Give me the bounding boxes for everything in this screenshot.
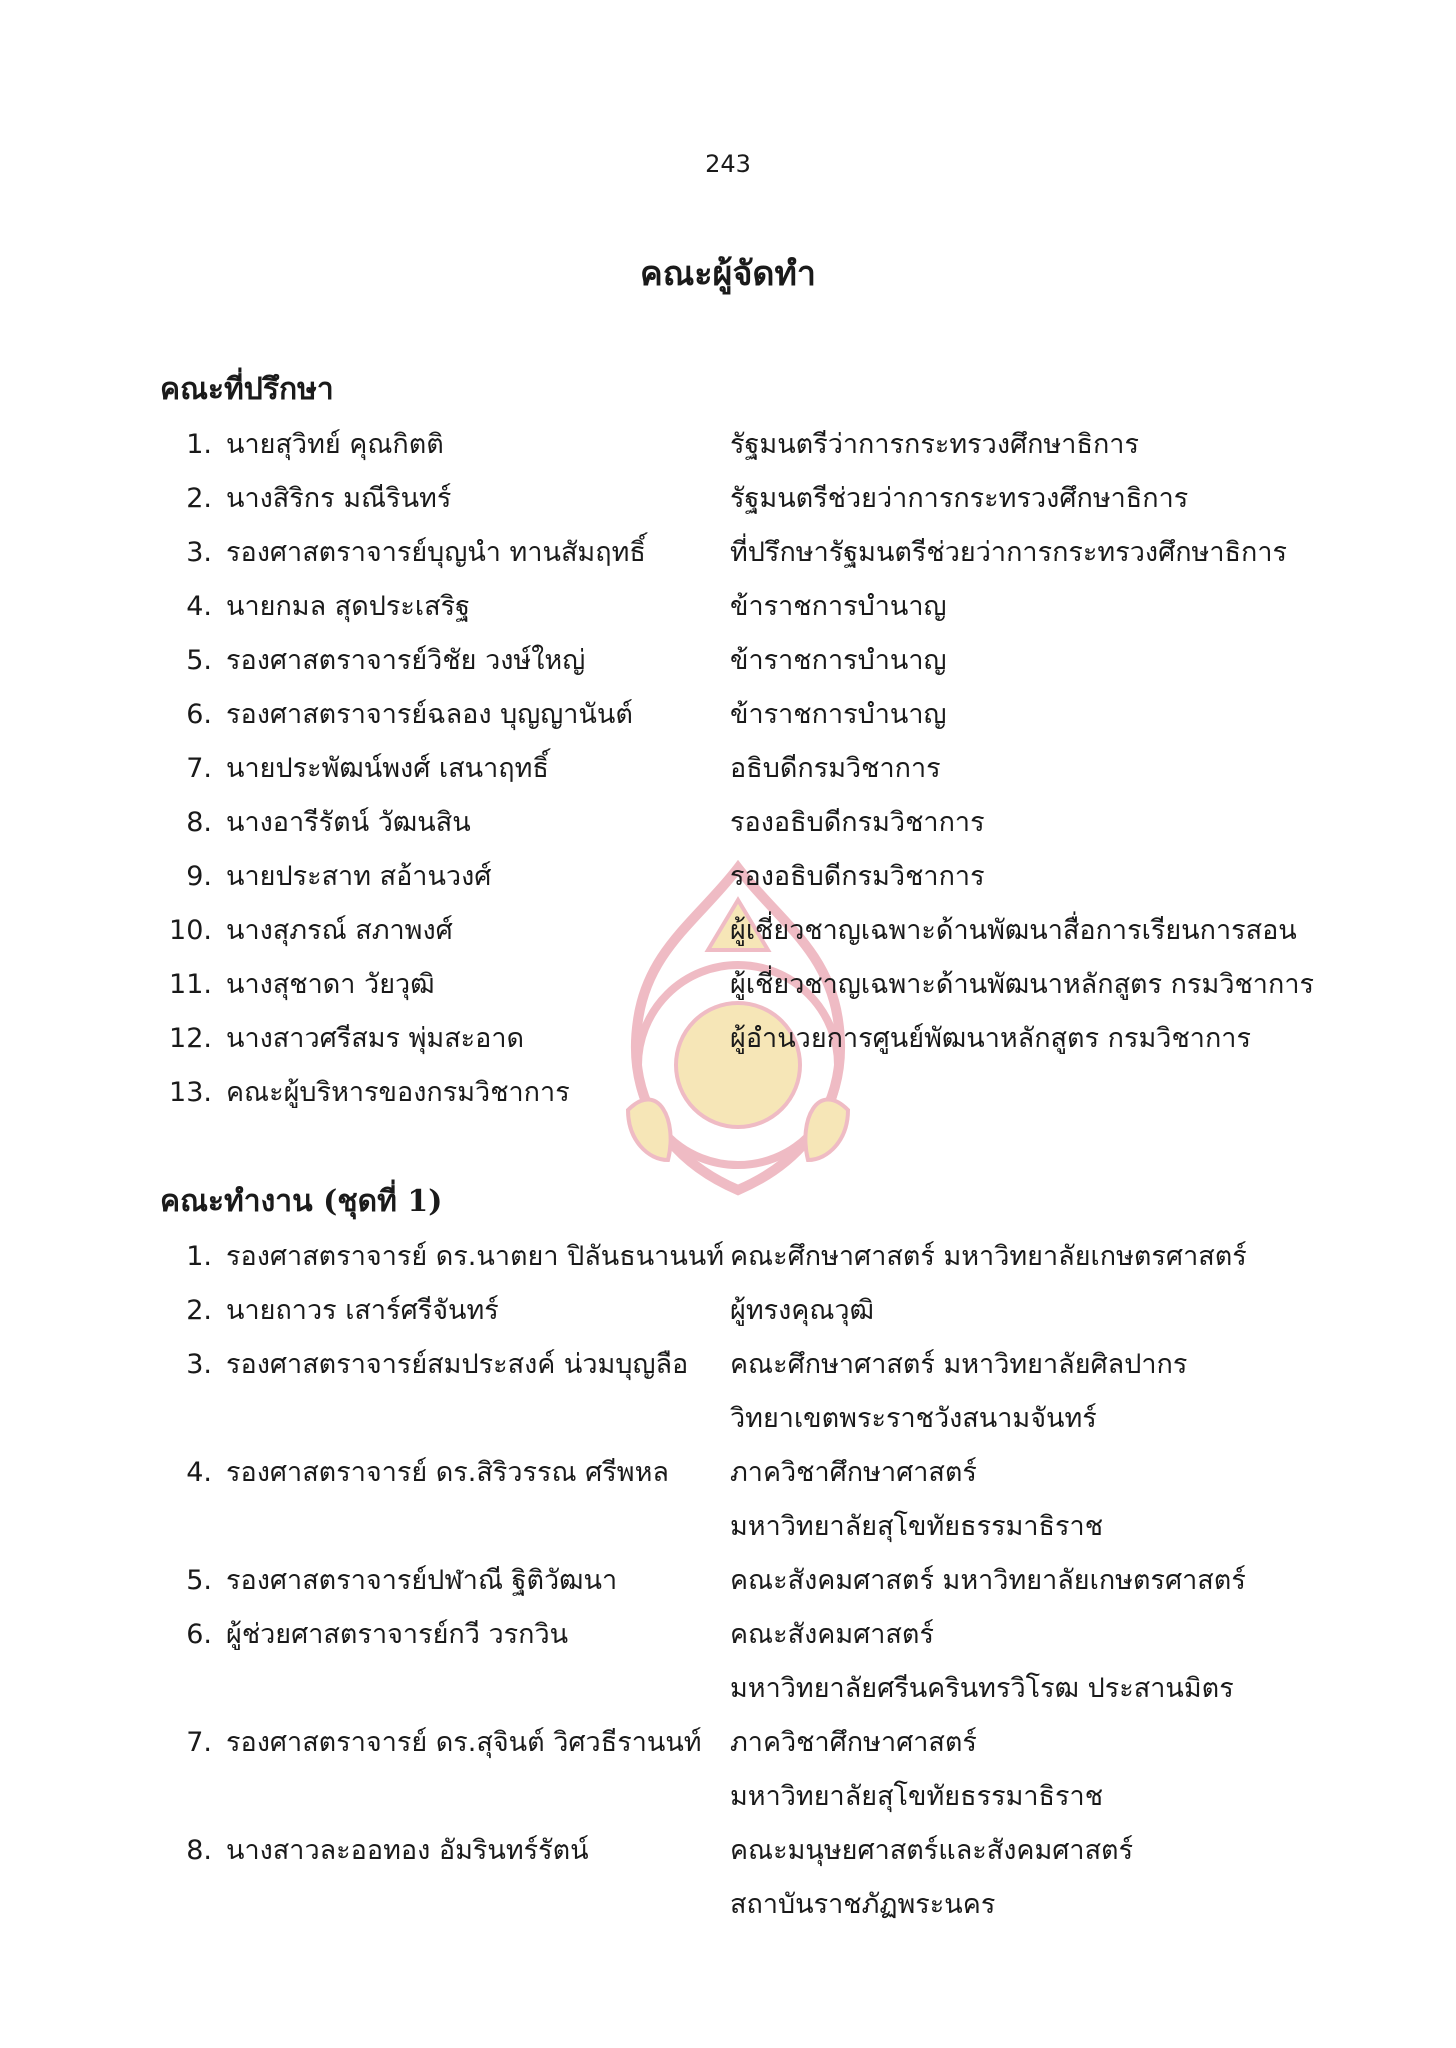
list-item [160, 1446, 1340, 1500]
list-item [160, 1066, 1340, 1120]
member-affiliation: คณะสังคมศาสตร์ มหาวิทยาลัยเกษตรศาสตร์ [730, 1565, 1246, 1596]
member-affiliation: คณะมนุษยศาสตร์และสังคมศาสตร์ [730, 1835, 1134, 1866]
item-number: 2. [186, 1295, 212, 1326]
item-number [160, 1392, 226, 1446]
item-number: 3. [186, 537, 212, 568]
member-name: นายสุวิทย์ คุณกิตติ [226, 429, 444, 460]
member-name: รองศาสตราจารย์ ดร.สิริวรรณ ศรีพหล [226, 1457, 669, 1488]
member-name: รองศาสตราจารย์สมประสงค์ น่วมบุญลือ [226, 1349, 689, 1380]
member-affiliation: มหาวิทยาลัยสุโขทัยธรรมาธิราช [730, 1781, 1104, 1812]
item-number: 7. [186, 1727, 212, 1758]
item-number: 8. [186, 807, 212, 838]
member-name: นางสาวละออทอง อัมรินทร์รัตน์ [226, 1835, 589, 1866]
item-number: 11. [169, 969, 212, 1000]
list-item [160, 850, 1340, 904]
member-name: นางสุชาดา วัยวุฒิ [226, 969, 435, 1000]
member-name: รองศาสตราจารย์ ดร.สุจินต์ วิศวธีรานนท์ [226, 1727, 702, 1758]
item-number: 1. [186, 1241, 212, 1272]
member-affiliation: รองอธิบดีกรมวิชาการ [730, 861, 985, 892]
list-item [160, 688, 1340, 742]
list-item [160, 1012, 1340, 1066]
member-name: รองศาสตราจารย์บุญนำ ทานสัมฤทธิ์ [226, 537, 646, 568]
list-item [160, 742, 1340, 796]
member-name: นางสาวศรีสมร พุ่มสะอาด [226, 1023, 525, 1054]
member-affiliation: คณะศึกษาศาสตร์ มหาวิทยาลัยศิลปากร [730, 1349, 1188, 1380]
list-item [160, 634, 1340, 688]
member-name [226, 1500, 730, 1554]
member-name [226, 1662, 730, 1716]
list-item-continuation [160, 1878, 1340, 1932]
item-number: 2. [186, 483, 212, 514]
working-group-list [160, 1230, 1340, 1932]
member-affiliation: รัฐมนตรีช่วยว่าการกระทรวงศึกษาธิการ [730, 483, 1189, 514]
list-item [160, 1716, 1340, 1770]
list-item-continuation [160, 1662, 1340, 1716]
list-item [160, 1230, 1340, 1284]
member-affiliation: ผู้อำนวยการศูนย์พัฒนาหลักสูตร กรมวิชาการ [730, 1023, 1251, 1054]
member-name: รองศาสตราจารย์ ดร.นาตยา ปิลันธนานนท์ [226, 1241, 725, 1272]
member-affiliation: ข้าราชการบำนาญ [730, 591, 947, 622]
list-item [160, 580, 1340, 634]
item-number: 4. [186, 591, 212, 622]
member-affiliation: คณะศึกษาศาสตร์ มหาวิทยาลัยเกษตรศาสตร์ [730, 1241, 1247, 1272]
member-name [226, 1770, 730, 1824]
item-number [160, 1500, 226, 1554]
member-affiliation: ผู้เชี่ยวชาญเฉพาะด้านพัฒนาหลักสูตร กรมวิชาการ [730, 969, 1314, 1000]
advisors-list [160, 418, 1340, 1120]
member-affiliation: ภาควิชาศึกษาศาสตร์ [730, 1457, 977, 1488]
member-name: นางอารีรัตน์ วัฒนสิน [226, 807, 471, 838]
member-affiliation: มหาวิทยาลัยศรีนครินทรวิโรฒ ประสานมิตร [730, 1673, 1234, 1704]
list-item-continuation [160, 1770, 1340, 1824]
item-number: 4. [186, 1457, 212, 1488]
member-name: นายประพัฒน์พงศ์ เสนาฤทธิ์ [226, 753, 549, 784]
list-item [160, 1608, 1340, 1662]
item-number: 6. [186, 1619, 212, 1650]
list-item [160, 1554, 1340, 1608]
member-affiliation: มหาวิทยาลัยสุโขทัยธรรมาธิราช [730, 1511, 1104, 1542]
member-affiliation: วิทยาเขตพระราชวังสนามจันทร์ [730, 1403, 1097, 1434]
item-number: 5. [186, 645, 212, 676]
list-item [160, 958, 1340, 1012]
member-name: รองศาสตราจารย์ฉลอง บุญญานันต์ [226, 699, 633, 730]
member-affiliation: คณะสังคมศาสตร์ [730, 1619, 934, 1650]
member-name: รองศาสตราจารย์วิชัย วงษ์ใหญ่ [226, 645, 586, 676]
member-name: นางสิริกร มณีรินทร์ [226, 483, 452, 514]
member-affiliation: ที่ปรึกษารัฐมนตรีช่วยว่าการกระทรวงศึกษาธิการ [730, 537, 1288, 568]
member-affiliation: ผู้ทรงคุณวุฒิ [730, 1295, 874, 1326]
member-affiliation: ข้าราชการบำนาญ [730, 699, 947, 730]
member-name: คณะผู้บริหารของกรมวิชาการ [226, 1077, 570, 1108]
member-affiliation: สถาบันราชภัฏพระนคร [730, 1889, 996, 1920]
member-name: นางสุภรณ์ สภาพงศ์ [226, 915, 453, 946]
member-name: ผู้ช่วยศาสตราจารย์กวี วรกวิน [226, 1619, 569, 1650]
item-number: 8. [186, 1835, 212, 1866]
member-affiliation: รัฐมนตรีว่าการกระทรวงศึกษาธิการ [730, 429, 1139, 460]
item-number: 12. [169, 1023, 212, 1054]
list-item [160, 1824, 1340, 1878]
item-number [160, 1770, 226, 1824]
item-number [160, 1662, 226, 1716]
item-number: 6. [186, 699, 212, 730]
member-affiliation: ภาควิชาศึกษาศาสตร์ [730, 1727, 977, 1758]
member-name: นายถาวร เสาร์ศรีจันทร์ [226, 1295, 499, 1326]
list-item [160, 526, 1340, 580]
member-name: รองศาสตราจารย์ปฬาณี ฐิติวัฒนา [226, 1565, 618, 1596]
item-number: 5. [186, 1565, 212, 1596]
item-number: 1. [186, 429, 212, 460]
list-item-continuation [160, 1392, 1340, 1446]
member-name: นายประสาท สอ้านวงศ์ [226, 861, 492, 892]
member-name [226, 1392, 730, 1446]
list-item [160, 796, 1340, 850]
item-number: 3. [186, 1349, 212, 1380]
page-title: คณะผู้จัดทำ [640, 254, 816, 294]
item-number: 13. [169, 1077, 212, 1108]
item-number: 10. [169, 915, 212, 946]
working-group-section [160, 1174, 1340, 1932]
page-number: 243 [705, 150, 751, 178]
list-item [160, 472, 1340, 526]
member-affiliation [730, 1066, 1340, 1120]
advisors-section [160, 362, 1340, 1120]
list-item [160, 1284, 1340, 1338]
member-affiliation: อธิบดีกรมวิชาการ [730, 753, 941, 784]
member-name: นายกมล สุดประเสริฐ [226, 591, 470, 622]
working-group-heading: คณะทำงาน (ชุดที่ 1) [160, 1184, 443, 1219]
item-number: 7. [186, 753, 212, 784]
list-item [160, 904, 1340, 958]
list-item [160, 1338, 1340, 1392]
member-name [226, 1878, 730, 1932]
member-affiliation: ผู้เชี่ยวชาญเฉพาะด้านพัฒนาสื่อการเรียนการสอน [730, 915, 1297, 946]
list-item-continuation [160, 1500, 1340, 1554]
list-item [160, 418, 1340, 472]
member-affiliation: รองอธิบดีกรมวิชาการ [730, 807, 985, 838]
member-affiliation: ข้าราชการบำนาญ [730, 645, 947, 676]
item-number: 9. [186, 861, 212, 892]
item-number [160, 1878, 226, 1932]
advisors-heading: คณะที่ปรึกษา [160, 372, 334, 407]
